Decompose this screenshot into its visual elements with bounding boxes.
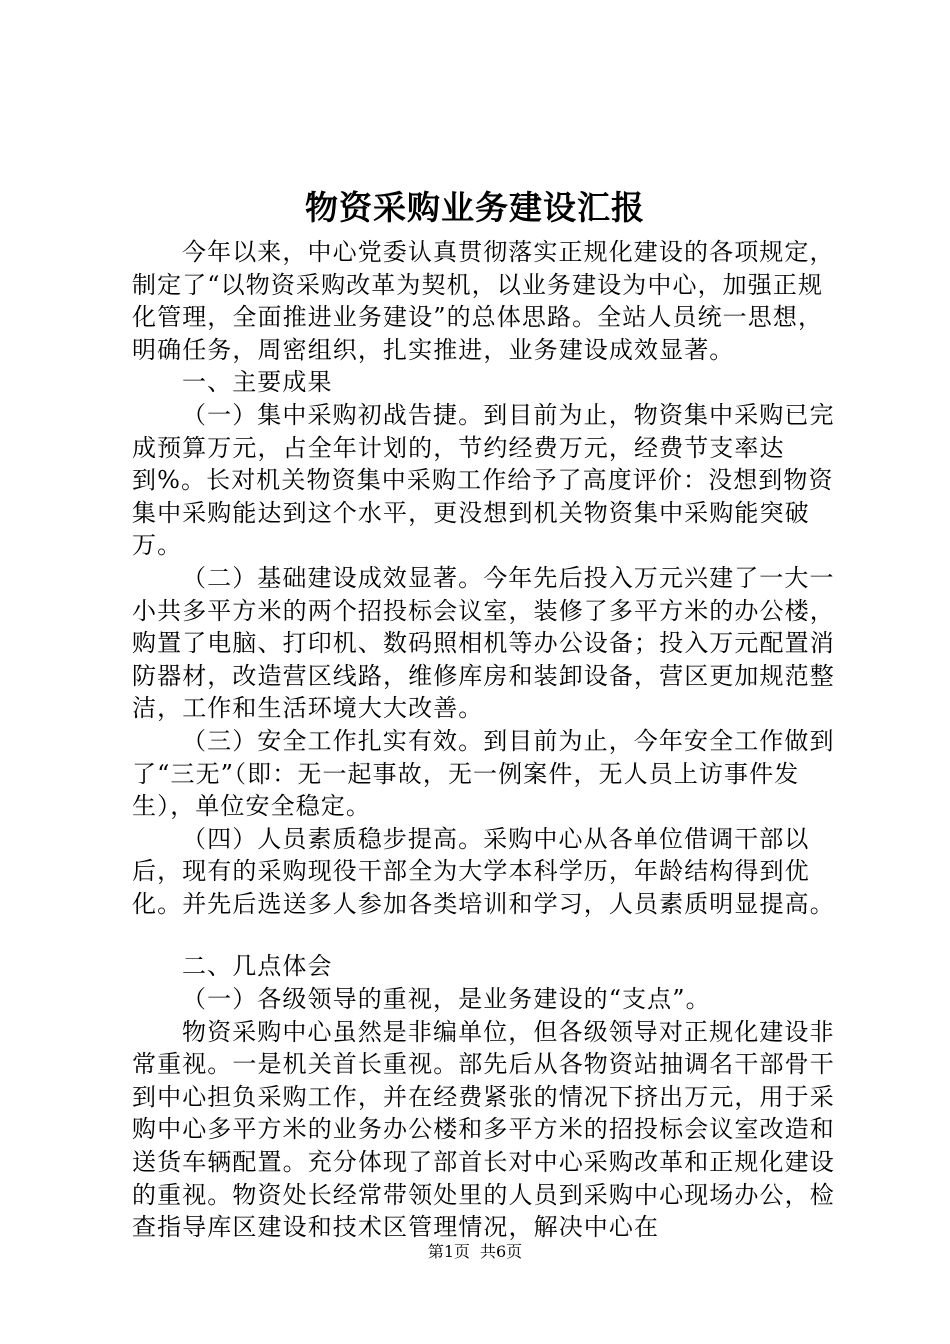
page-total: 共6页	[480, 1242, 523, 1261]
section-spacer	[132, 920, 844, 950]
intro-paragraph: 今年以来，中心党委认真贯彻落实正规化建设的各项规定，制定了“以物资采购改革为契机，以业务建设为中心，加强正规化管理，全面推进业务建设”的总体思路。全站人员统一思想，明确任务，周密组织，扎实推进，业务建设成效显著。	[132, 238, 835, 364]
experience-paragraph-1: 物资采购中心虽然是非编单位，但各级领导对正规化建设非常重视。一是机关首长重视。部先后从各物资站抽调名干部骨干到中心担负采购工作，并在经费紧张的情况下挤出万元，用于采购中心多平方米的业务办公楼和多平方米的招投标会议室改造和送货车辆配置。充分体现了部首长对中心采购改革和正规化建设的重视。物资处长经常带领处里的人员到采购中心现场办公，检查指导库区建设和技术区管理情况，解决中心在	[132, 1017, 835, 1242]
document-body	[132, 236, 844, 1244]
result-paragraph-1: （一）集中采购初战告捷。到目前为止，物资集中采购已完成预算万元，占全年计划的，节约经费万元，经费节支率达到%。长对机关物资集中采购工作给予了高度评价：没想到物资集中采购能达到这个水平，更没想到机关物资集中采购能突破万。	[132, 400, 835, 560]
result-paragraph-2: （二）基础建设成效显著。今年先后投入万元兴建了一大一小共多平方米的两个招投标会议室，装修了多平方米的办公楼，购置了电脑、打印机、数码照相机等办公设备；投入万元配置消防器材，改造营区线路，维修库房和装卸设备，营区更加规范整洁，工作和生活环境大大改善。	[132, 563, 835, 723]
section-heading-experience: 二、几点体会	[182, 952, 333, 981]
page-number: 第1页	[427, 1242, 470, 1261]
section-heading-main-results: 一、主要成果	[182, 368, 333, 397]
result-paragraph-4: （四）人员素质稳步提高。采购中心从各单位借调干部以后，现有的采购现役干部全为大学本科学历，年龄结构得到优化。并先后选送多人参加各类培训和学习，人员素质明显提高。	[132, 824, 835, 918]
document-title: 物资采购业务建设汇报	[305, 188, 645, 227]
result-paragraph-3: （三）安全工作扎实有效。到目前为止，今年安全工作做到了“三无”（即：无一起事故，无一例案件，无人员上访事件发生），单位安全稳定。	[132, 726, 835, 821]
page-footer	[0, 1241, 950, 1263]
experience-subheading-1: （一）各级领导的重视，是业务建设的“支点”。	[182, 985, 711, 1014]
